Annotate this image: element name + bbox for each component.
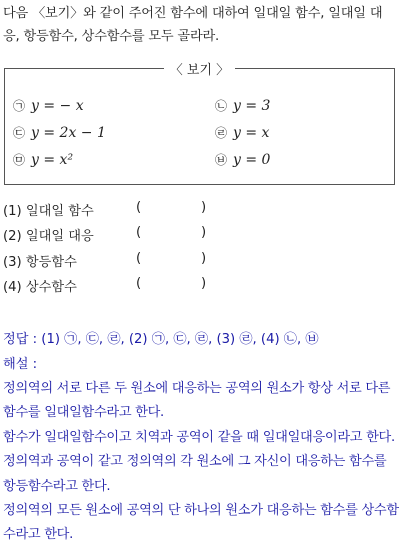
question-text: 다음 〈보기〉와 같이 주어진 함수에 대하여 일대일 함수, 일대일 대응, 항등함수, 상수함수를 모두 골라라. <box>3 6 383 44</box>
example-item-expr: y = 2x − 1 <box>31 125 106 141</box>
answer-blank-open: ( <box>136 276 142 291</box>
example-item-mark: ㉠ <box>13 99 26 113</box>
example-item-expr: y = x <box>233 125 270 141</box>
example-item-expr: y = 0 <box>233 152 271 168</box>
example-box-title: 〈 보기 〉 <box>164 63 235 78</box>
answer-blank-open: ( <box>136 225 142 240</box>
example-item <box>215 151 270 168</box>
example-item <box>13 151 73 168</box>
example-item-mark: ㉥ <box>215 153 228 167</box>
sub-question-label: (4) 상수함수 <box>3 280 77 295</box>
example-item-expr: y = x² <box>31 152 74 168</box>
example-item <box>13 97 84 114</box>
answer-blank-open: ( <box>136 251 142 266</box>
example-item-mark: ㉡ <box>215 99 228 113</box>
solution-body <box>3 377 399 548</box>
example-item <box>215 97 270 114</box>
solution-paragraph: 정의역과 공역이 같고 정의역의 각 원소에 그 자신이 대응하는 함수를 항등함수라고 한다. <box>3 454 387 494</box>
answer-blank-close: ) <box>201 225 207 240</box>
answer-blank-close: ) <box>201 200 207 215</box>
example-item-mark: ㉤ <box>13 153 26 167</box>
answer-line: 정답 : (1) ㉠, ㉢, ㉣, (2) ㉠, ㉢, ㉣, (3) ㉣, (4) ㉡, ㉥ <box>3 332 319 347</box>
example-item <box>215 124 269 141</box>
example-item-expr: y = − x <box>31 98 84 114</box>
example-item <box>13 124 106 141</box>
example-item-mark: ㉢ <box>13 126 26 140</box>
sub-question-label: (3) 항등함수 <box>3 255 77 270</box>
sub-question-label: (2) 일대일 대응 <box>3 229 94 244</box>
solution-heading: 해설 : <box>3 357 38 372</box>
sub-question-label: (1) 일대일 함수 <box>3 204 94 219</box>
example-item-expr: y = 3 <box>233 98 271 114</box>
example-box <box>4 63 395 185</box>
solution-paragraph: 정의역의 서로 다른 두 원소에 대응하는 공역의 원소가 항상 서로 다른 함수를 일대일함수라고 한다. <box>3 381 391 421</box>
answer-blank-close: ) <box>201 251 207 266</box>
solution-paragraph: 함수가 일대일함수이고 치역과 공역이 같을 때 일대일대응이라고 한다. <box>3 429 395 445</box>
solution-paragraph: 정의역의 모든 원소에 공역의 단 하나의 원소가 대응하는 함수를 상수함수라고 한다. <box>3 503 399 543</box>
example-item-mark: ㉣ <box>215 126 228 140</box>
answer-blank-open: ( <box>136 200 142 215</box>
answer-blank-close: ) <box>201 276 207 291</box>
